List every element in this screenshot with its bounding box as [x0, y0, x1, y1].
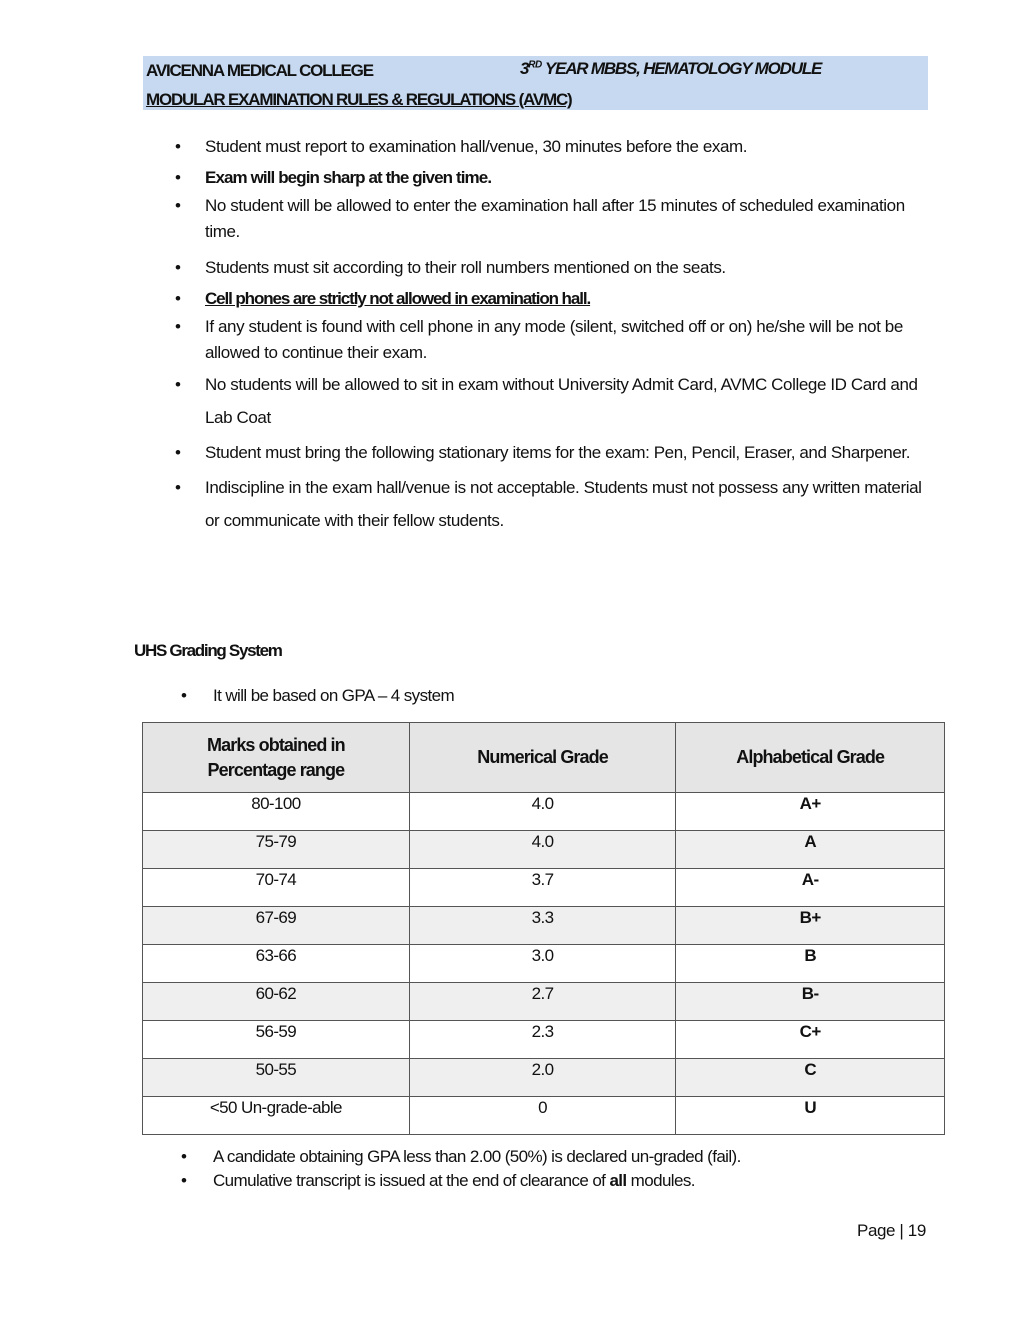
table-row	[143, 831, 945, 869]
exam-rules-list	[170, 130, 940, 537]
numerical-cell: 3.3	[409, 907, 676, 945]
bullet-icon: •	[181, 1171, 187, 1190]
alpha-cell: A-	[676, 869, 945, 907]
list-item: • Cell phones are strictly not allowed in examination hall.	[170, 286, 940, 312]
bullet-icon: •	[175, 258, 181, 277]
fail-note: • A candidate obtaining GPA less than 2.00 (50%) is declared un-graded (fail).	[181, 1147, 741, 1166]
bullet-icon: •	[181, 1147, 187, 1166]
numerical-cell: 2.7	[409, 983, 676, 1021]
grading-table	[142, 722, 945, 1135]
numerical-cell: 3.7	[409, 869, 676, 907]
numerical-cell: 4.0	[409, 793, 676, 831]
page-number: Page | 19	[857, 1221, 926, 1240]
list-item: • No student will be allowed to enter the examination hall after 15 minutes of scheduled examination time.	[170, 193, 940, 245]
table-row	[143, 869, 945, 907]
alpha-cell: B	[676, 945, 945, 983]
column-header-marks: Marks obtained in Percentage range	[143, 723, 410, 793]
range-cell: <50 Un-grade-able	[143, 1097, 410, 1135]
table-row	[143, 983, 945, 1021]
column-header-numerical: Numerical Grade	[409, 723, 676, 793]
bullet-icon: •	[175, 478, 181, 497]
range-cell: 80-100	[143, 793, 410, 831]
bullet-icon: •	[175, 137, 181, 156]
alpha-cell: B+	[676, 907, 945, 945]
bullet-icon: •	[175, 443, 181, 462]
rules-title: MODULAR EXAMINATION RULES & REGULATIONS (AVMC)	[146, 90, 572, 109]
grading-section-title: UHS Grading System	[134, 641, 282, 660]
range-cell: 60-62	[143, 983, 410, 1021]
gpa-note: • It will be based on GPA – 4 system	[181, 686, 455, 705]
alpha-cell: U	[676, 1097, 945, 1135]
table-row	[143, 1059, 945, 1097]
range-cell: 75-79	[143, 831, 410, 869]
table-row	[143, 945, 945, 983]
bullet-icon: •	[175, 168, 181, 187]
list-item: • If any student is found with cell phone in any mode (silent, switched off or on) he/she will be not be allowed to continue their exam.	[170, 314, 940, 366]
college-name: AVICENNA MEDICAL COLLEGE	[146, 61, 373, 80]
transcript-note: • Cumulative transcript is issued at the end of clearance of all modules.	[181, 1171, 695, 1190]
table-row	[143, 793, 945, 831]
range-cell: 63-66	[143, 945, 410, 983]
numerical-cell: 3.0	[409, 945, 676, 983]
numerical-cell: 2.0	[409, 1059, 676, 1097]
module-title: 3RD YEAR MBBS, HEMATOLOGY MODULE	[520, 59, 822, 78]
list-item: • Student must bring the following stationary items for the exam: Pen, Pencil, Eraser, and Sharpener.	[170, 436, 940, 469]
document-header	[143, 56, 928, 110]
bullet-icon: •	[175, 317, 181, 336]
numerical-cell: 2.3	[409, 1021, 676, 1059]
alpha-cell: A	[676, 831, 945, 869]
list-item: • Exam will begin sharp at the given time.	[170, 165, 940, 191]
alpha-cell: C	[676, 1059, 945, 1097]
list-item: • No students will be allowed to sit in exam without University Admit Card, AVMC College ID Card and Lab Coat	[170, 368, 940, 434]
table-row	[143, 907, 945, 945]
bullet-icon: •	[175, 289, 181, 308]
bullet-icon: •	[181, 686, 187, 705]
bullet-icon: •	[175, 196, 181, 215]
range-cell: 70-74	[143, 869, 410, 907]
range-cell: 56-59	[143, 1021, 410, 1059]
alpha-cell: B-	[676, 983, 945, 1021]
table-row	[143, 1097, 945, 1135]
list-item: • Indiscipline in the exam hall/venue is not acceptable. Students must not possess any written material or communicate with their fellow students.	[170, 471, 940, 537]
column-header-alphabetical: Alphabetical Grade	[676, 723, 945, 793]
list-item: • Student must report to examination hall/venue, 30 minutes before the exam.	[170, 130, 940, 163]
numerical-cell: 0	[409, 1097, 676, 1135]
table-row	[143, 1021, 945, 1059]
list-item: • Students must sit according to their roll numbers mentioned on the seats.	[170, 251, 940, 284]
bullet-icon: •	[175, 375, 181, 394]
table-header-row	[143, 723, 945, 793]
range-cell: 50-55	[143, 1059, 410, 1097]
range-cell: 67-69	[143, 907, 410, 945]
numerical-cell: 4.0	[409, 831, 676, 869]
alpha-cell: C+	[676, 1021, 945, 1059]
alpha-cell: A+	[676, 793, 945, 831]
